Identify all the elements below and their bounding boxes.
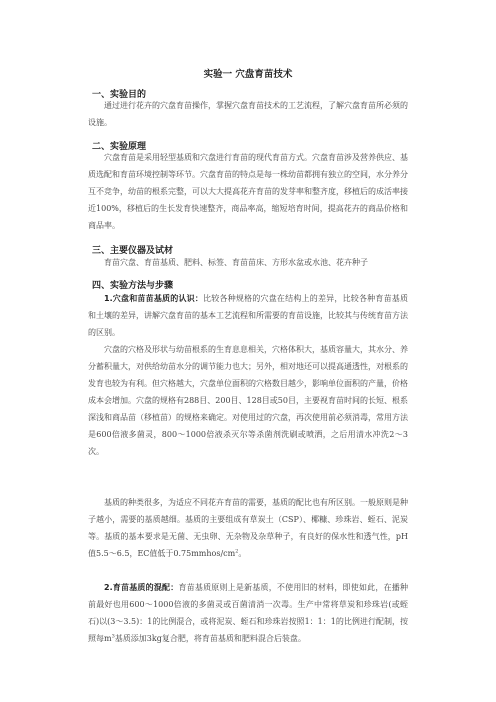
paragraph-purpose [88,97,408,131]
paragraph-text: 育苗基质原则上是新基质，不使用旧的材料，即使如此，在播种前最好也用600～1000倍液的多菌灵或百菌清消一次毒。生产中常将草炭和珍珠岩(或蛭石)以(3～3.5)：1的比例混合，或将泥炭、蛭石和珍珠岩按照1：1：1的比例进行配制，按照每m [88,583,408,643]
section-heading-methods: 四、实验方法与步骤 [92,281,174,291]
section-heading-principle: 二、实验原理 [92,142,147,152]
section-heading-purpose: 一、实验目的 [92,90,147,100]
paragraph-tray-details [88,341,408,460]
paragraph-text: 穴盘育苗是采用轻型基质和穴盘进行育苗的现代育苗方式。穴盘育苗涉及营养供应、基质选配和育苗环境控制等环节。穴盘育苗的特点是每一株幼苗都拥有独立的空间，水分养分互不竞争，幼苗的根系完整，可以大大提高花卉育苗的发芽率和整齐度，移植后的成活率接近100%，移植后的生长发育快速整齐，商品率高，缩短培育时间，提高花卉的商品价格和商品率。 [88,153,408,230]
step-lead: 2.育苗基质的混配： [104,583,179,592]
paragraph-tray-intro [88,290,408,341]
paragraph-materials [88,254,408,271]
paragraph-text-tail: 基质添加3kg复合肥，将育苗基质和肥料混合后装盘。 [114,634,306,643]
paragraph-substrate-mixing [88,579,408,647]
page-title: 实验一 穴盘育苗技术 [203,69,293,80]
paragraph-substrate [88,494,408,562]
superscript: 3 [111,633,115,640]
step-lead: 1.穴盘和苗苗基质的认识： [104,294,204,303]
paragraph-text: 比较各种规格的穴盘在结构上的差异，比较各种育苗基质和土壤的差异，讲解穴盘育苗的基本工艺流程和所需要的育苗设施，比较其与传统育苗方法的区别。 [88,294,409,337]
paragraph-text: 育苗穴盘、育苗基质、肥料、标签、育苗苗床、方形水盆或水池、花卉种子 [104,258,368,267]
superscript: 2 [235,548,239,555]
paragraph-principle [88,149,408,234]
paragraph-text: 通过进行花卉的穴盘育苗操作，掌握穴盘育苗技术的工艺流程，了解穴盘育苗所必须的设施。 [88,101,408,127]
paragraph-text-tail: 。 [238,549,247,558]
section-heading-materials: 三、主要仪器及试材 [92,246,174,256]
paragraph-text: 基质的种类很多，为适应不同花卉育苗的需要，基质的配比也有所区别。一般原则是种子越小，需要的基质越细。基质的主要组成有草炭土（CSP）、椰糠、珍珠岩、蛭石、泥炭等。基质的基本要求是无菌、无虫卵、无杂物及杂草种子，有良好的保水性和透气性，pH值5.5～6.5，EC值低于0.75mmhos/cm [88,498,408,558]
paragraph-text: 穴盘的穴格及形状与幼苗根系的生育息息相关，穴格体积大，基质容量大，其水分、养分蓄积量大，对供给幼苗水分的调节能力也大；另外，相对地还可以提高通透性，对根系的发育也较为有利。但穴格越大，穴盘单位面积的穴格数目越少，影响单位面积的产量，价格成本会增加。穴盘的规格有288目、200目、128目或50目，主要视育苗时间的长短、根系深浅和商品苗（移植苗）的规格来确定。对使用过的穴盘，再次使用前必须消毒，常用方法是600倍液多菌灵，800～1000倍液杀灭尔等杀菌剂洗刷或喷洒，之后用清水冲洗2～3次。 [88,345,408,456]
